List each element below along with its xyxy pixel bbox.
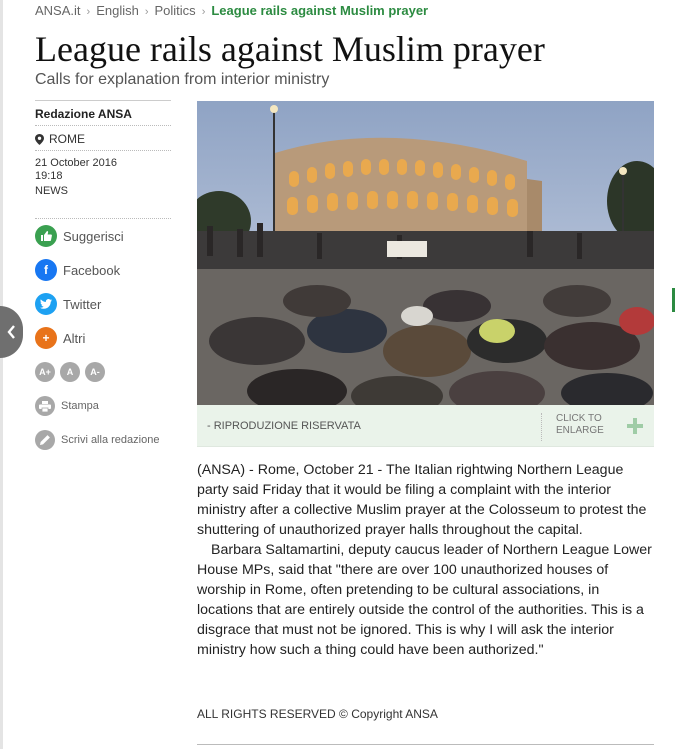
breadcrumb-current[interactable]: League rails against Muslim prayer: [211, 3, 429, 18]
breadcrumb: [35, 3, 428, 18]
photo-caption: - RIPRODUZIONE RISERVATA: [207, 420, 361, 432]
facebook-label: Facebook: [63, 262, 121, 278]
facebook-share-button[interactable]: [35, 253, 171, 287]
font-decrease-button[interactable]: A-: [85, 362, 105, 382]
category-label: NEWS: [35, 183, 171, 219]
facebook-icon: f: [35, 259, 57, 281]
more-share-button[interactable]: [35, 321, 171, 355]
breadcrumb-site[interactable]: ANSA.it: [35, 3, 81, 18]
previous-article-button[interactable]: [0, 306, 23, 358]
article-paragraph-2: Barbara Saltamartini, deputy caucus leader of Northern League Lower House MPs, said that "there are over 100 unauthorized houses of worship in Rome, often pretending to be cultural associations, in locations that are entirely outside the control of the authorities. This is a disgrace that must not be ignored. This is why I will ask the interior ministry how such a thing could have been authorized.": [197, 542, 652, 658]
font-reset-button[interactable]: A: [60, 362, 80, 382]
left-border: [0, 0, 3, 749]
article-photo[interactable]: [197, 101, 654, 405]
enlarge-button[interactable]: [541, 413, 604, 441]
photo-caption-bar: [197, 405, 654, 447]
plus-icon: +: [35, 327, 57, 349]
more-share-label: Altri: [63, 330, 86, 346]
enlarge-label-line2: ENLARGE: [556, 425, 604, 436]
location-pin-icon: [35, 134, 44, 145]
breadcrumb-separator: ›: [86, 6, 91, 18]
article-sidebar: [35, 100, 171, 457]
breadcrumb-section[interactable]: English: [96, 3, 139, 18]
publish-date: 21 October 2016: [35, 157, 117, 169]
thumbs-up-icon: [35, 225, 57, 247]
colosseum-prayer-photo: [197, 101, 654, 405]
print-button[interactable]: [35, 389, 171, 423]
bottom-divider: [197, 744, 654, 745]
write-to-editor-label: Scrivi alla redazione: [61, 434, 160, 446]
page-title: League rails against Muslim prayer: [35, 29, 545, 69]
suggest-label: Suggerisci: [63, 228, 124, 244]
twitter-label: Twitter: [63, 296, 102, 312]
suggest-button[interactable]: [35, 219, 171, 253]
author[interactable]: Redazione ANSA: [35, 100, 171, 126]
article-paragraph-1: (ANSA) - Rome, October 21 - The Italian rightwing Northern League party said Friday that it would be filing a complaint with the interior ministry after a collective Muslim prayer at the Colosseum to protest the shuttering of unauthorized prayer halls throughout the capital.: [197, 462, 647, 538]
location: [35, 126, 171, 151]
article-body: [197, 460, 657, 660]
twitter-share-button[interactable]: [35, 287, 171, 321]
enlarge-plus-icon[interactable]: [625, 416, 645, 436]
pencil-icon: [35, 430, 55, 450]
twitter-bird-icon: [35, 293, 57, 315]
font-size-controls: [35, 355, 171, 389]
copyright-notice: ALL RIGHTS RESERVED © Copyright ANSA: [197, 707, 438, 721]
font-increase-button[interactable]: A+: [35, 362, 55, 382]
publish-time: 19:18: [35, 170, 63, 182]
printer-icon: [35, 396, 55, 416]
enlarge-label-line1: CLICK TO: [556, 413, 602, 424]
print-label: Stampa: [61, 400, 99, 412]
breadcrumb-separator: ›: [201, 6, 206, 18]
breadcrumb-subsection[interactable]: Politics: [154, 3, 196, 18]
page-subtitle: Calls for explanation from interior ministry: [35, 71, 330, 88]
location-label: ROME: [49, 132, 85, 146]
breadcrumb-separator: ›: [144, 6, 149, 18]
chevron-left-icon: [7, 325, 16, 339]
write-to-editor-button[interactable]: [35, 423, 171, 457]
